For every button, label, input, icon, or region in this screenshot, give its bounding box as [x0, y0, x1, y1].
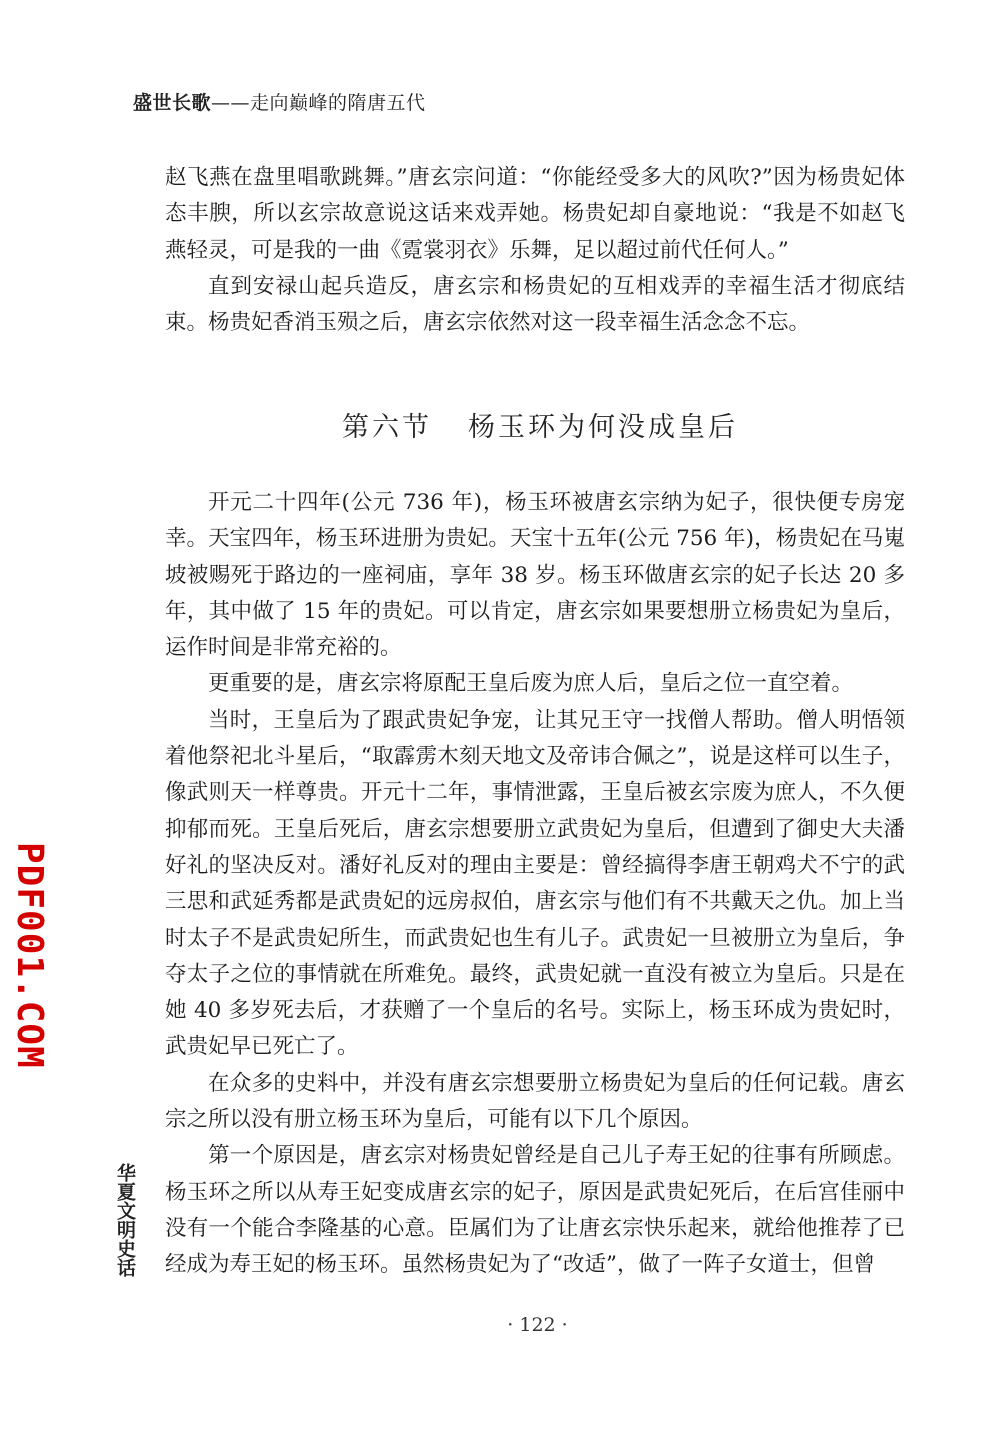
- watermark: PDF001.COM: [9, 842, 50, 1069]
- series-label: 华夏文明史话: [114, 1163, 136, 1277]
- paragraph: 赵飞燕在盘里唱歌跳舞。”唐玄宗问道：“你能经受多大的风吹?”因为杨贵妃体态丰腴，所以玄宗故意说这话来戏弄她。杨贵妃却自豪地说：“我是不如赵飞燕轻灵，可是我的一曲《霓裳羽衣》乐舞，足以超过前代任何人。”: [165, 165, 905, 263]
- paragraph: 在众多的史料中，并没有唐玄宗想要册立杨贵妃为皇后的任何记载。唐玄宗之所以没有册立杨玉环为皇后，可能有以下几个原因。: [165, 1070, 905, 1133]
- paragraph: 当时，王皇后为了跟武贵妃争宠，让其兄王守一找僧人帮助。僧人明悟领着他祭祀北斗星后，“取霹雳木刻天地文及帝讳合佩之”，说是这样可以生子，像武则天一样尊贵。开元十二年，事情泄露，王皇后被玄宗废为庶人，不久便抑郁而死。王皇后死后，唐玄宗想要册立武贵妃为皇后，但遭到了御史大夫潘好礼的坚决反对。潘好礼反对的理由主要是：曾经搞得李唐王朝鸡犬不宁的武三思和武延秀都是武贵妃的远房叔伯，唐玄宗与他们有不共戴天之仇。加上当时太子不是武贵妃所生，而武贵妃也生有儿子。武贵妃一旦被册立为皇后，争夺太子之位的事情就在所难免。最终，武贵妃就一直没有被立为皇后。只是在她 40 多岁死去后，才获赠了一个皇后的名号。实际上，杨玉环成为贵妃时，武贵妃早已死亡了。: [165, 707, 905, 1060]
- page-number: · 122 ·: [507, 1314, 568, 1336]
- section-number: 第六节: [342, 412, 432, 443]
- paragraph: 开元二十四年(公元 736 年)，杨玉环被唐玄宗纳为妃子，很快便专房宠幸。天宝四年，杨玉环进册为贵妃。天宝十五年(公元 756 年)，杨贵妃在马嵬坡被赐死于路边的一座祠庙，享年 38 岁。杨玉环做唐玄宗的妃子长达 20 多年，其中做了 15 年的贵妃。可以肯定，唐玄宗如果要想册立杨贵妃为皇后，运作时间是非常充裕的。: [165, 490, 905, 661]
- section-body: [165, 485, 905, 1284]
- paragraph: 直到安禄山起兵造反，唐玄宗和杨贵妃的互相戏弄的幸福生活才彻底结束。杨贵妃香消玉殒之后，唐玄宗依然对这一段幸福生活念念不忘。: [165, 273, 905, 336]
- running-header: [133, 88, 426, 115]
- book-subtitle: ——走向巅峰的隋唐五代: [211, 92, 426, 114]
- paragraph: 更重要的是，唐玄宗将原配王皇后废为庶人后，皇后之位一直空着。: [208, 671, 854, 697]
- section-heading: [0, 405, 1000, 444]
- section-title: 杨玉环为何没成皇后: [468, 412, 738, 443]
- book-title: 盛世长歌: [133, 92, 212, 114]
- paragraph: 第一个原因是，唐玄宗对杨贵妃曾经是自己儿子寿王妃的往事有所顾虑。杨玉环之所以从寿王妃变成唐玄宗的妃子，原因是武贵妃死后，在后宫佳丽中没有一个能合李隆基的心意。臣属们为了让唐玄宗快乐起来，就给他推荐了已经成为寿王妃的杨玉环。虽然杨贵妃为了“改适”，做了一阵子女道士，但曾: [165, 1143, 905, 1278]
- intro-text: [165, 160, 905, 341]
